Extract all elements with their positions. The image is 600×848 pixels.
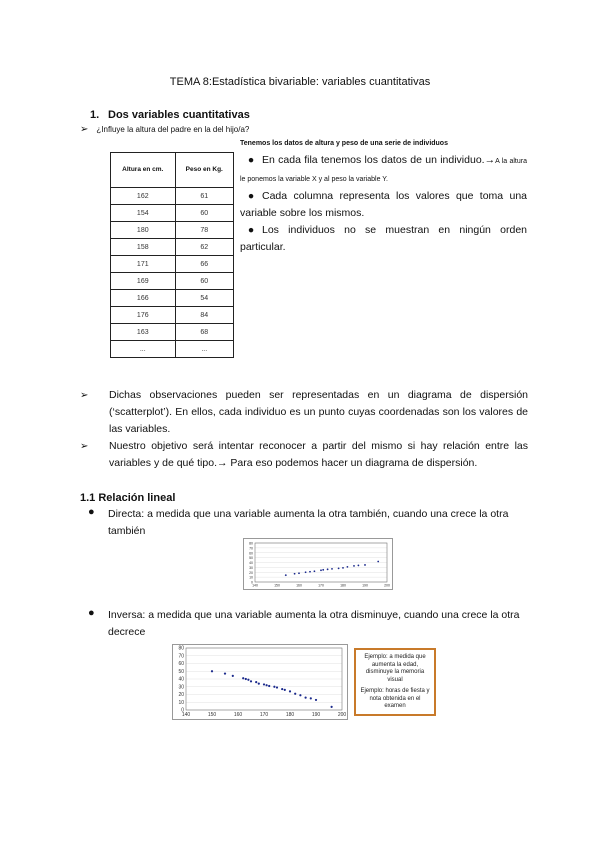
x-tick-label: 140: [252, 583, 258, 588]
section-heading-text: Dos variables cuantitativas: [108, 109, 250, 121]
weight-cell: 61: [175, 188, 233, 205]
height-cell: 163: [111, 324, 176, 341]
x-tick-label: 170: [259, 712, 269, 718]
list-item-text: En cada fila tenemos los datos de un individuo.: [262, 154, 485, 166]
data-point: [294, 573, 296, 575]
list-item: [240, 152, 527, 188]
data-point: [268, 685, 270, 687]
page-title: TEMA 8:Estadística bivariable: variables cuantitativas: [169, 76, 431, 88]
objective-text: Nuestro objetivo será intentar reconocer a partir del mismo si hay relación entre las variables y de qué tipo.→ Para eso podemos hacer un diagrama de dispersión.: [109, 440, 528, 469]
table-row: [111, 307, 234, 324]
data-point: [309, 571, 311, 573]
y-tick-label: 10: [249, 575, 253, 580]
data-point: [258, 683, 260, 685]
x-tick-label: 200: [337, 712, 347, 718]
bullet-icon: ●: [247, 154, 255, 166]
weight-cell: 54: [175, 290, 233, 307]
weight-cell: 78: [175, 222, 233, 239]
table-header-height: Altura en cm.: [111, 153, 176, 188]
x-tick-label: 200: [384, 583, 390, 588]
x-tick-label: 150: [207, 712, 217, 718]
data-point: [327, 568, 329, 570]
observation-paragraph: [80, 387, 528, 438]
data-point: [294, 693, 296, 695]
height-cell: ...: [111, 341, 176, 358]
weight-cell: 60: [175, 205, 233, 222]
table-row: [111, 290, 234, 307]
data-point: [281, 688, 283, 690]
example-note-2: Ejemplo: horas de fiesta y nota obtenida en el examen: [360, 688, 430, 709]
y-tick-label: 0: [251, 580, 253, 585]
data-point: [331, 568, 333, 570]
y-tick-label: 80: [178, 645, 184, 652]
data-point: [247, 679, 249, 681]
data-point: [353, 565, 355, 567]
data-point: [211, 670, 213, 672]
y-tick-label: 0: [181, 707, 184, 714]
data-point: [338, 567, 340, 569]
data-point: [305, 571, 307, 573]
data-point: [245, 678, 247, 680]
y-tick-label: 60: [249, 551, 253, 556]
data-point: [263, 683, 265, 685]
objective-paragraph: [80, 438, 528, 472]
data-point: [242, 677, 244, 679]
arrow-bullet-icon: ➢: [80, 441, 89, 452]
y-tick-label: 80: [249, 541, 253, 546]
arrow-bullet-icon: ➢: [80, 124, 89, 135]
data-point: [315, 699, 317, 701]
weight-cell: 62: [175, 239, 233, 256]
data-point: [289, 690, 291, 692]
question-line: [80, 124, 249, 135]
data-point: [358, 565, 360, 567]
data-point: [322, 569, 324, 571]
data-point: [276, 686, 278, 688]
data-point: [299, 694, 301, 696]
bullet-icon: ●: [247, 190, 255, 202]
height-cell: 158: [111, 239, 176, 256]
list-item-note: A la altura le ponemos la variable X y al peso la variable Y.: [240, 158, 527, 183]
x-tick-label: 180: [285, 712, 295, 718]
data-point: [364, 564, 366, 566]
y-tick-label: 60: [178, 661, 184, 667]
bullet-icon: ●: [88, 607, 95, 619]
data-point: [331, 706, 333, 708]
height-cell: 180: [111, 222, 176, 239]
data-point: [342, 567, 344, 569]
data-point: [255, 681, 257, 683]
direct-relation-text: Directa: a medida que una variable aumenta la otra también, cuando una crece la otra también: [108, 508, 509, 537]
data-point: [298, 572, 300, 574]
data-point: [314, 570, 316, 572]
y-tick-label: 10: [178, 699, 184, 706]
inverse-scatter-chart: [172, 644, 348, 720]
table-row: [111, 256, 234, 273]
x-tick-label: 160: [296, 583, 302, 588]
weight-cell: 68: [175, 324, 233, 341]
section-number: 1.: [90, 109, 100, 121]
height-cell: 176: [111, 307, 176, 324]
x-tick-label: 180: [340, 583, 346, 588]
bullet-list: [240, 152, 527, 256]
x-tick-label: 150: [274, 583, 280, 588]
observation-text: Dichas observaciones pueden ser representadas en un diagrama de dispersión (‘scatterplot’). En ellos, cada individuo es un punto cuyas coordenadas son los valores de las variables.: [109, 389, 528, 435]
inverse-relation-text: Inversa: a medida que una variable aumenta la otra disminuye, cuando una crece la otra decrece: [108, 609, 520, 638]
list-item-text: Cada columna representa los valores que toma una variable sobre los mismos.: [240, 190, 527, 219]
y-tick-label: 30: [249, 565, 253, 570]
table-row: [111, 273, 234, 290]
table-row: [111, 222, 234, 239]
height-cell: 162: [111, 188, 176, 205]
direct-scatter-chart: [243, 538, 393, 590]
data-point: [320, 569, 322, 571]
subsection-heading: 1.1 Relación lineal: [80, 492, 176, 504]
table-row: [111, 324, 234, 341]
list-item: [240, 222, 527, 256]
x-tick-label: 190: [311, 712, 321, 718]
height-cell: 169: [111, 273, 176, 290]
height-cell: 166: [111, 290, 176, 307]
x-tick-label: 160: [233, 712, 243, 718]
data-point: [284, 689, 286, 691]
y-tick-label: 50: [178, 668, 184, 675]
weight-cell: 60: [175, 273, 233, 290]
list-item: [240, 188, 527, 222]
data-table: [110, 152, 234, 358]
height-cell: 171: [111, 256, 176, 273]
example-note: [354, 648, 436, 716]
table-header-weight: Peso en Kg.: [175, 153, 233, 188]
bullet-icon: ●: [247, 224, 255, 236]
section-heading: [90, 109, 250, 121]
data-point: [347, 566, 349, 568]
y-tick-label: 20: [249, 570, 253, 575]
table-row: [111, 205, 234, 222]
intro-text: Tenemos los datos de altura y peso de una serie de individuos: [240, 140, 448, 147]
data-point: [232, 675, 234, 677]
data-point: [224, 672, 226, 674]
y-tick-label: 70: [178, 653, 184, 660]
list-item-text: Los individuos no se muestran en ningún orden particular.: [240, 224, 527, 253]
data-point: [273, 686, 275, 688]
question-text: ¿Influye la altura del padre en la del hijo/a?: [96, 125, 250, 134]
x-tick-label: 190: [362, 583, 368, 588]
y-tick-label: 40: [249, 561, 253, 565]
y-tick-label: 40: [178, 676, 184, 683]
weight-cell: 66: [175, 256, 233, 273]
table-row: [111, 188, 234, 205]
height-cell: 154: [111, 205, 176, 222]
arrow-bullet-icon: ➢: [80, 390, 89, 401]
table-row: [111, 341, 234, 358]
x-tick-label: 140: [181, 712, 191, 718]
weight-cell: 84: [175, 307, 233, 324]
data-point: [377, 561, 379, 563]
weight-cell: ...: [175, 341, 233, 358]
table-row: [111, 239, 234, 256]
y-tick-label: 50: [249, 556, 253, 561]
data-point: [305, 697, 307, 699]
bullet-icon: ●: [88, 506, 95, 518]
data-point: [250, 680, 252, 682]
data-point: [266, 684, 268, 686]
data-point: [285, 574, 287, 576]
y-tick-label: 30: [178, 684, 184, 691]
x-tick-label: 170: [318, 583, 324, 588]
y-tick-label: 70: [249, 546, 253, 551]
y-tick-label: 20: [178, 692, 184, 698]
arrow-icon: →: [484, 154, 496, 166]
data-point: [310, 697, 312, 699]
example-note-1: Ejemplo: a medida que aumenta la edad, disminuye la memoria visual: [364, 654, 426, 683]
